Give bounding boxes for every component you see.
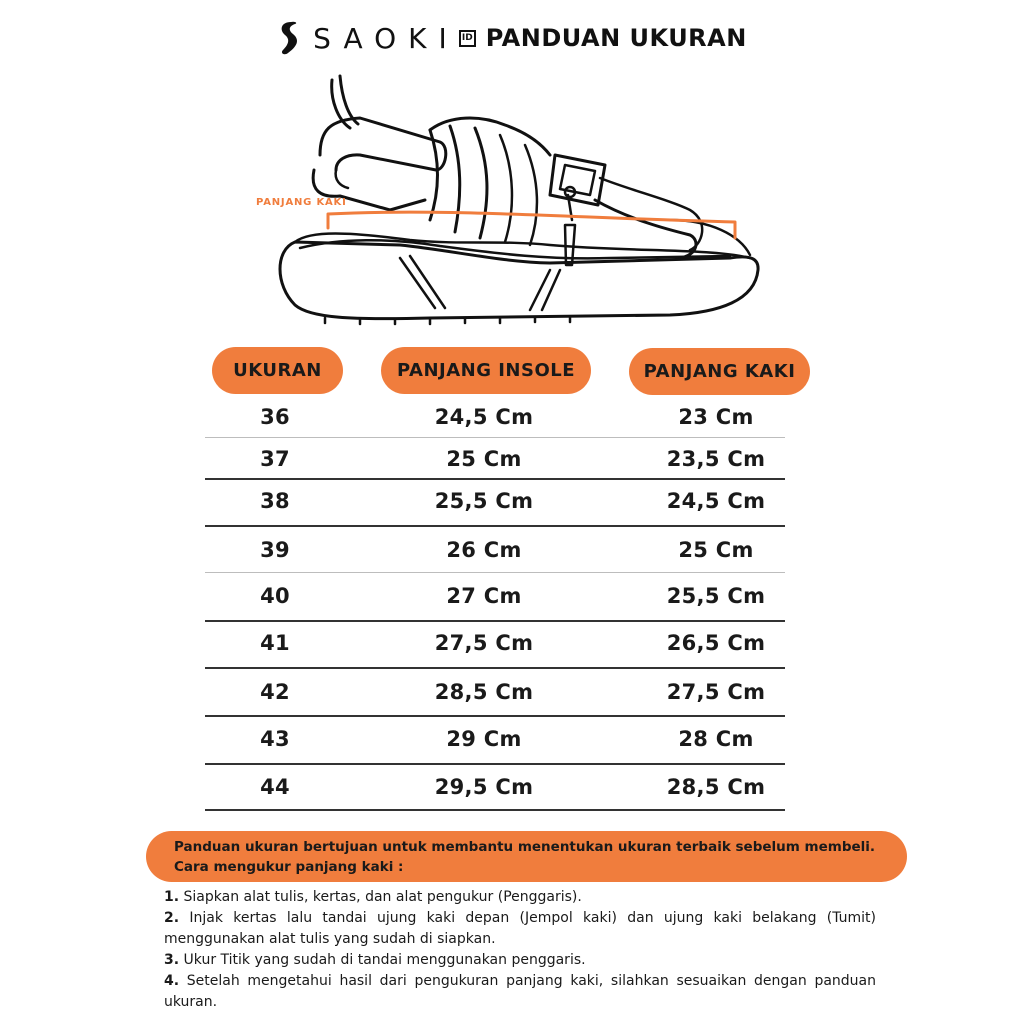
table-row (205, 584, 785, 624)
table-row (205, 631, 785, 671)
size-cell: 36 (260, 405, 290, 429)
insole-cell: 27,5 Cm (434, 631, 534, 655)
foot-length-cell: 24,5 Cm (666, 489, 766, 513)
row-divider (205, 763, 785, 765)
insole-cell: 25,5 Cm (434, 489, 534, 513)
step-text: Ukur Titik yang sudah di tandai menggunakan penggaris. (183, 952, 586, 968)
guide-note-line-1: Panduan ukuran bertujuan untuk membantu menentukan ukuran terbaik sebelum membeli. (174, 839, 876, 855)
size-cell: 43 (260, 727, 290, 751)
table-row (205, 405, 785, 445)
insole-cell: 25 Cm (446, 447, 522, 471)
header-panjang-insole: PANJANG INSOLE (381, 347, 591, 394)
page-header (0, 18, 1024, 58)
insole-cell: 28,5 Cm (434, 680, 534, 704)
row-divider (205, 715, 785, 717)
measurement-steps (164, 887, 876, 1013)
guide-note-line-2: Cara mengukur panjang kaki : (174, 859, 404, 875)
foot-length-cell: 25 Cm (678, 538, 754, 562)
step-item (164, 950, 876, 971)
step-number: 3. (164, 952, 180, 968)
row-divider (205, 620, 785, 622)
step-text: Siapkan alat tulis, kertas, dan alat pengukur (Penggaris). (183, 889, 582, 905)
insole-cell: 29,5 Cm (434, 775, 534, 799)
insole-cell: 26 Cm (446, 538, 522, 562)
saoki-logo-icon (277, 20, 301, 56)
step-item (164, 908, 876, 950)
header-ukuran: UKURAN (212, 347, 343, 394)
size-cell: 44 (260, 775, 290, 799)
foot-length-cell: 28 Cm (678, 727, 754, 751)
insole-cell: 24,5 Cm (434, 405, 534, 429)
table-row (205, 447, 785, 487)
insole-cell: 29 Cm (446, 727, 522, 751)
size-cell: 42 (260, 680, 290, 704)
brand-badge: ID (459, 30, 476, 47)
step-text: Injak kertas lalu tandai ujung kaki depan (Jempol kaki) dan ujung kaki belakang (Tumit) menggunakan alat tulis yang sudah di siapkan. (164, 910, 876, 947)
size-cell: 41 (260, 631, 290, 655)
step-number: 2. (164, 910, 180, 926)
header-panjang-kaki: PANJANG KAKI (629, 348, 810, 395)
row-divider (205, 809, 785, 811)
step-text: Setelah mengetahui hasil dari pengukuran panjang kaki, silahkan sesuaikan dengan panduan ukuran. (164, 973, 876, 1010)
table-row (205, 727, 785, 767)
page-title: PANDUAN UKURAN (485, 24, 747, 52)
foot-length-cell: 23 Cm (678, 405, 754, 429)
step-item (164, 971, 876, 1013)
insole-cell: 27 Cm (446, 584, 522, 608)
foot-length-cell: 23,5 Cm (666, 447, 766, 471)
step-item (164, 887, 876, 908)
row-divider (205, 437, 785, 438)
size-cell: 40 (260, 584, 290, 608)
foot-length-cell: 25,5 Cm (666, 584, 766, 608)
size-cell: 38 (260, 489, 290, 513)
brand-name: SAOKI (313, 21, 459, 55)
table-row (205, 680, 785, 720)
row-divider (205, 478, 785, 480)
foot-length-cell: 26,5 Cm (666, 631, 766, 655)
size-cell: 37 (260, 447, 290, 471)
foot-length-cell: 27,5 Cm (666, 680, 766, 704)
size-cell: 39 (260, 538, 290, 562)
step-number: 4. (164, 973, 180, 989)
row-divider (205, 525, 785, 527)
row-divider (205, 572, 785, 573)
row-divider (205, 667, 785, 669)
measurement-label: PANJANG KAKI (256, 197, 347, 208)
table-row (205, 489, 785, 529)
step-number: 1. (164, 889, 180, 905)
foot-length-cell: 28,5 Cm (666, 775, 766, 799)
